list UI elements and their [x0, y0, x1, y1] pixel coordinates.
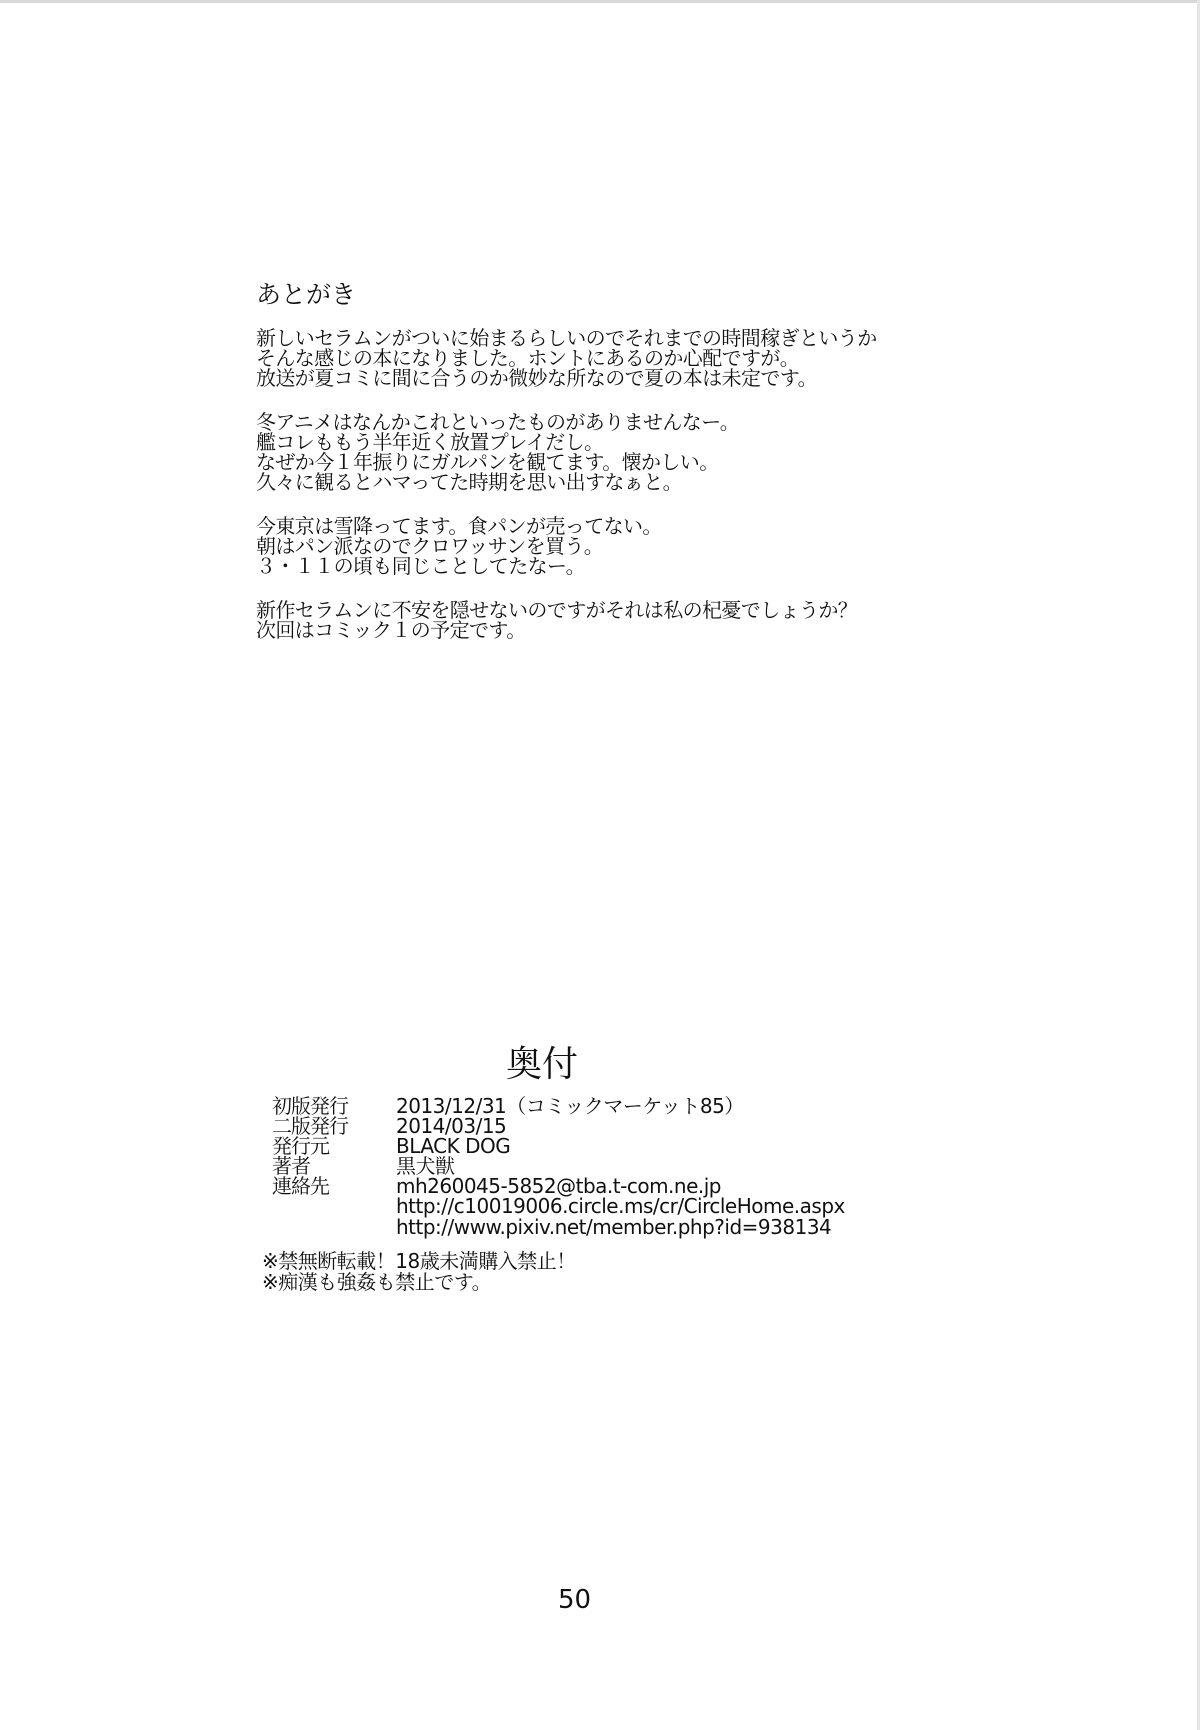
afterword-line: 冬アニメはなんかこれといったものがありませんなー。 [256, 410, 740, 434]
afterword-line: なぜか今１年振りにガルパンを観てます。懐かしい。 [256, 450, 719, 474]
afterword-line: 放送が夏コミに間に合うのか微妙な所なので夏の本は未定です。 [256, 366, 817, 390]
colophon-title: 奥付 [506, 1044, 579, 1085]
second-edition-value: 2014/03/15 [396, 1114, 507, 1138]
publisher-value: BLACK DOG [396, 1134, 511, 1158]
reprint-prohibition-note: ※禁無断転載！18歳未満購入禁止！ [262, 1249, 576, 1273]
afterword-paragraph-1 [256, 328, 1156, 388]
afterword-line: 久々に観るとハマってた時期を思い出すなぁと。 [256, 470, 682, 494]
afterword-line: ３・１１の頃も同じことしてたなー。 [256, 554, 585, 578]
afterword-line: 新しいセラムンがついに始まるらしいのでそれまでの時間稼ぎというか [256, 326, 877, 350]
afterword-line: 新作セラムンに不安を隠せないのですがそれは私の杞憂でしょうか？ [256, 598, 858, 622]
page-number: 50 [558, 1585, 592, 1615]
afterword-section [256, 280, 1156, 664]
afterword-line: 艦コレももう半年近く放置プレイだし。 [256, 430, 604, 454]
afterword-title: あとがき [256, 280, 357, 309]
afterword-paragraph-4 [256, 600, 1156, 640]
colophon-notes [262, 1251, 576, 1293]
contact-label: 連絡先 [272, 1174, 329, 1198]
contact-url-pixiv: http://www.pixiv.net/member.php?id=938134 [396, 1215, 832, 1239]
first-edition-value: 2013/12/31（コミックマーケット85） [396, 1094, 744, 1118]
publisher-label: 発行元 [272, 1134, 329, 1158]
first-edition-label: 初版発行 [272, 1094, 348, 1118]
afterword-paragraph-3 [256, 516, 1156, 576]
author-label: 著者 [272, 1154, 310, 1178]
afterword-line: 朝はパン派なのでクロワッサンを買う。 [256, 534, 604, 558]
prohibition-note: ※痴漢も強姦も禁止です。 [262, 1270, 492, 1294]
contact-email: mh260045-5852@tba.t-com.ne.jp [396, 1174, 721, 1198]
page-edge-top [0, 0, 1200, 3]
second-edition-label: 二版発行 [272, 1114, 348, 1138]
afterword-line: 次回はコミック１の予定です。 [256, 618, 526, 642]
author-value: 黒犬獣 [396, 1154, 455, 1178]
contact-url-circle: http://c10019006.circle.ms/cr/CircleHome.aspx [396, 1194, 845, 1218]
afterword-line: そんな感じの本になりました。ホントにあるのか心配ですが。 [256, 346, 800, 370]
afterword-line: 今東京は雪降ってます。食パンが売ってない。 [256, 514, 662, 538]
afterword-paragraph-2 [256, 412, 1156, 492]
